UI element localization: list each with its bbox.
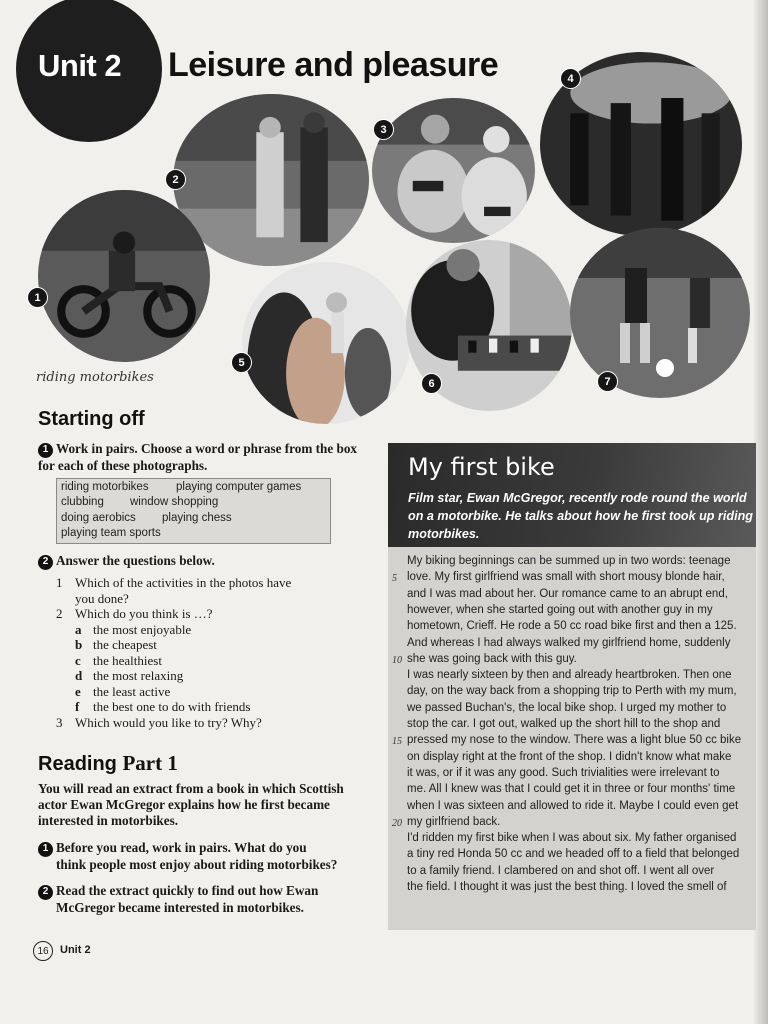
photo-badge-4: 4 <box>560 68 581 89</box>
article-line: hometown, Crieff. He rode a 50 cc road bike first and then a 125. <box>407 620 737 633</box>
article-line: to a family friend. I clambered on and shot off. I went all over <box>407 864 715 877</box>
word-box-item: clubbing <box>61 496 104 508</box>
unit-label: Unit 2 <box>38 48 122 83</box>
photo-computer-games <box>372 98 535 243</box>
word-box-item: doing aerobics <box>61 512 136 524</box>
line-number: 5 <box>392 573 397 585</box>
article-line: pressed my nose to the window. There was a light blue 50 cc bike <box>407 734 742 747</box>
item-number: 1 <box>56 575 63 590</box>
question-text-line: Before you read, work in pairs. What do you <box>56 840 307 855</box>
photo-caption: riding motorbikes <box>36 370 154 385</box>
list-item <box>56 606 376 622</box>
article-line: the field. I thought it was just the best thing. I loved the smell of <box>407 881 727 893</box>
option-item <box>56 668 376 684</box>
line-number: 20 <box>392 817 402 829</box>
article-header <box>388 443 756 547</box>
option-item <box>56 653 376 669</box>
article-line: My biking beginnings can be summed up in two words: teenage <box>407 555 731 567</box>
article-line: she was going back with this guy. <box>407 652 577 665</box>
footer-unit: Unit 2 <box>60 944 91 956</box>
photo-riding-motorbikes <box>38 190 210 362</box>
option-text: the cheapest <box>93 637 157 652</box>
article-intro: Film star, Ewan McGregor, recently rode round the world on a motorbike. He talks about how he first took up riding motorbikes. <box>408 491 753 541</box>
article-line: love. My first girlfriend was small with short mousy blonde hair, <box>407 571 725 584</box>
photo-badge-3: 3 <box>373 119 394 140</box>
article-line: I was nearly sixteen by then and already heartbroken. Then one <box>407 669 732 682</box>
list-item <box>56 715 376 731</box>
word-box <box>56 478 331 544</box>
option-item <box>56 622 376 638</box>
article-line: on display right at the front of the shop. I didn't know what make <box>407 750 732 763</box>
photo-badge-7: 7 <box>597 371 618 392</box>
option-item <box>56 699 376 715</box>
question-list <box>56 575 376 730</box>
question-text-line: McGregor became interested in motorbikes. <box>56 899 304 915</box>
question-text: Work in pairs. Choose a word or phrase from the box for each of these photographs. <box>38 441 358 473</box>
photo-team-sports <box>570 228 750 398</box>
article-line: And whereas I had always walked my girlfriend home, suddenly <box>407 636 731 649</box>
question-text: Answer the questions below. <box>56 553 215 568</box>
photo-badge-2: 2 <box>165 169 186 190</box>
question-number: 1 <box>38 842 53 857</box>
option-letter: f <box>75 699 80 714</box>
article-line: a tiny red Honda 50 cc and we headed off to a field that belonged <box>407 848 740 861</box>
photo-badge-6: 6 <box>421 373 442 394</box>
page-number: 16 <box>33 941 53 961</box>
option-letter: d <box>75 668 83 683</box>
article-body <box>388 547 756 930</box>
item-text: Which do you think is …? <box>75 606 213 621</box>
word-box-item: playing computer games <box>176 481 302 493</box>
line-number: 10 <box>392 654 402 666</box>
reading-question-2 <box>38 883 378 916</box>
reading-question-1 <box>38 840 378 873</box>
word-box-item: playing team sports <box>61 527 161 539</box>
starting-off-question-2 <box>38 553 368 570</box>
reading-intro: You will read an extract from a book in which Scottish actor Ewan McGregor explains how he first became interested in motorbikes. <box>38 781 344 828</box>
photo-aerobics <box>242 262 410 424</box>
question-number: 1 <box>38 443 53 458</box>
word-box-item: window shopping <box>130 496 219 508</box>
starting-off-heading: Starting off <box>38 408 145 430</box>
word-box-item: riding motorbikes <box>61 481 149 493</box>
article-line: it was, or if it was any good. Such trivialities were irrelevant to <box>407 766 720 779</box>
option-letter: c <box>75 652 81 668</box>
article-title: My first bike <box>408 453 555 481</box>
reading-title: Reading <box>38 753 117 775</box>
reading-part: Part 1 <box>122 751 178 775</box>
starting-off-question-1 <box>38 441 368 474</box>
option-letter: b <box>75 637 83 652</box>
article-line: me. All I knew was that I could get it in three or four months' time <box>407 783 736 796</box>
article-line: and I was mad about her. Our romance came to an abrupt end, <box>407 587 728 600</box>
list-item-continued: you done? <box>75 590 129 606</box>
question-number: 2 <box>38 555 53 570</box>
option-letter: e <box>75 683 81 699</box>
item-number: 2 <box>56 606 63 621</box>
unit-title: Leisure and pleasure <box>168 46 499 84</box>
option-text: the best one to do with friends <box>93 699 251 714</box>
option-text: the least active <box>93 683 171 699</box>
question-number: 2 <box>38 885 53 900</box>
question-text-line: Read the extract quickly to find out how Ewan <box>56 883 319 898</box>
question-text-line: think people most enjoy about riding motorbikes? <box>56 856 338 872</box>
word-box-item: playing chess <box>162 512 232 524</box>
photo-badge-1: 1 <box>27 287 48 308</box>
option-text: the most relaxing <box>93 668 184 683</box>
article-line: my girlfriend back. <box>407 815 501 828</box>
option-letter: a <box>75 621 82 637</box>
option-text: the most enjoyable <box>93 621 192 637</box>
article-line: when I was sixteen and allowed to ride it. Maybe I could even get <box>407 799 739 812</box>
option-text: the healthiest <box>93 652 162 668</box>
page-edge-shadow <box>754 0 768 1024</box>
article-line: however, when she started going out with another guy in my <box>407 603 713 616</box>
item-text: Which of the activities in the photos have <box>75 575 292 590</box>
article-line: stop the car. I got out, walked up the short hill to the shop and <box>407 718 721 730</box>
option-item <box>56 637 376 653</box>
article-line: I'd ridden my first bike when I was about six. My father organised <box>407 832 737 845</box>
line-number: 15 <box>392 736 402 748</box>
option-item <box>56 684 376 700</box>
list-item <box>56 575 376 591</box>
article-line: day, on the way back from a shopping trip to Perth with my mum, <box>407 685 737 698</box>
article-line: we passed Buchan's, the local bike shop. I urged my mother to <box>407 701 727 714</box>
item-text: Which would you like to try? Why? <box>75 714 262 730</box>
photo-badge-5: 5 <box>231 352 252 373</box>
item-number: 3 <box>56 714 63 730</box>
reading-heading <box>38 751 178 776</box>
